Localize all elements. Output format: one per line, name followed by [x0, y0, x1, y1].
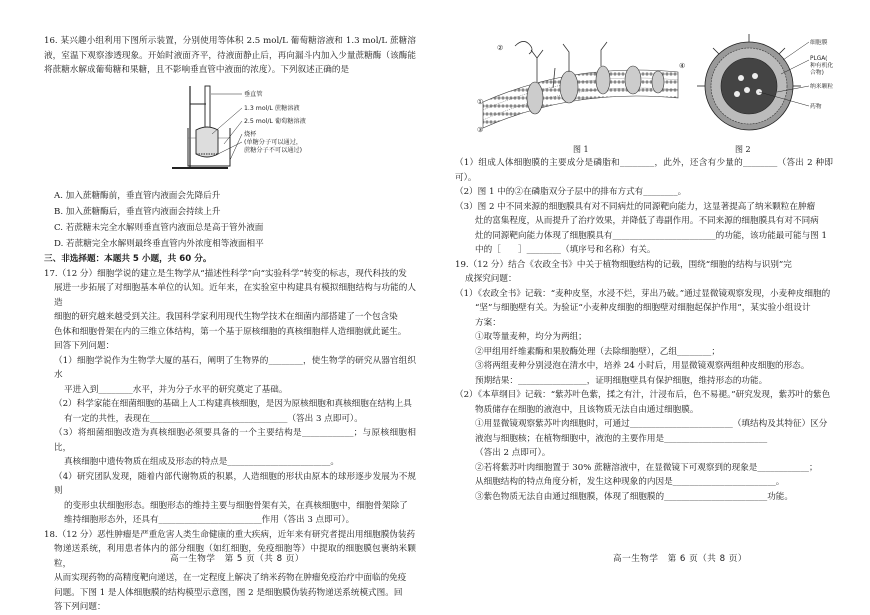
q17-line: 展进一步拓展了对细胞基本单位的认知。近年来，在实验室中构建具有模拟细胞结构与功能的人造 — [54, 283, 416, 308]
q18-line: 从而实现药物的高精度靶向递送，在一定程度上解决了纳米药物在肿瘤免疫治疗中面临的免疫 — [54, 573, 407, 583]
q18-line: （2）图 1 中的②在磷脂双分子层中的排布方式有________。 — [455, 187, 687, 197]
label-glucose: 2.5 mol/L 葡萄糖溶液 — [244, 118, 306, 125]
q17-line: 有一定的共性，表现在________________________________（答出 3 点即可）。 — [64, 413, 363, 424]
fig1-marker-1: ① — [477, 98, 484, 106]
q19-line: 19.（12 分）结合《农政全书》中关于植物细胞结构的记载，围绕“细胞的结构与识别”完 — [455, 259, 792, 270]
q17-line: 回答下列问题： — [54, 341, 115, 351]
left-page — [0, 0, 435, 612]
q17-line: （2）科学家能在细菌细胞的基础上人工构建真核细胞，是因为原核细胞和真核细胞在结构上具 — [54, 399, 412, 409]
q18-line: 中的［ ］________（填序号和名称）有关。 — [475, 245, 656, 255]
right-footer: 高一生物学 第 6 页（共 8 页） — [613, 554, 747, 564]
fig1-marker-2: ② — [497, 44, 504, 52]
fig1-marker-3: ③ — [477, 126, 484, 134]
q19-line: （2）《本草纲目》记载：“紫苏叶色紫，揉之有汁，汁浸布后，色不易褪。”研究发现，紫苏叶的紫色 — [455, 390, 831, 400]
q18-line: 问题。下图 1 是人体细胞膜的结构模型示意图，图 2 是细胞膜伪装药物递送系统模式图。回 — [54, 587, 403, 598]
label-beaker: 烧杯 — [244, 131, 257, 138]
label-sucrose: 1.3 mol/L 蔗糖溶液 — [244, 105, 300, 112]
fig2-label-membrane: 细胞膜 — [810, 40, 828, 46]
q17-line: 维持细胞形态外，还具有________________________作用（答出 3 点即可）。 — [64, 515, 355, 525]
q19-line: ①用显微镜观察紫苏叶肉细胞时，可通过________________________（填结构及其特征）区分 — [475, 419, 828, 429]
q19-line: ③将两组麦种分别浸泡在清水中，培养 24 小时后，用显微镜观察两组种皮细胞的形态。 — [475, 361, 810, 371]
q19-line: 从细胞结构的特点角度分析，发生这种现象的内因是________________________。 — [475, 477, 785, 487]
label-membrane-1: (单糖分子可以通过， — [244, 139, 303, 146]
q16-options — [44, 188, 416, 252]
q19-line: 液泡与细胞核；在植物细胞中，液泡的主要作用是________________________ — [475, 433, 768, 444]
q18-line: 18.（12 分）恶性肿瘤是严重危害人类生命健康的重大疾病，近年来有研究者提出用细胞膜伪装药 — [44, 529, 416, 540]
q19-line: ①取等量麦种，均分为两组； — [475, 332, 587, 342]
nanoparticle-figure — [697, 30, 847, 142]
q19-line: ③紫色物质无法自由通过细胞膜，体现了细胞膜的________________________功能。 — [475, 491, 793, 502]
q18-line: （3）图 2 中不同来源的细胞膜具有对不同病灶的同源靶向能力，这显著提高了纳米颗粒在肿瘤 — [455, 201, 816, 212]
q18-line: （1）组成人体细胞膜的主要成分是磷脂和________，此外，还含有少量的________（答出 2 种即可）。 — [455, 158, 833, 183]
q19-line: 预期结果：________________，证明细胞壁具有保护细胞，维持形态的功能。 — [475, 375, 768, 386]
q19-line: ②甲组用纤维素酶和果胶酶处理（去除细胞壁），乙组________； — [475, 346, 720, 357]
right-page — [435, 0, 870, 578]
q17-line: （3）将细菌细胞改造为真核细胞必须要具备的一个主要结构是____________；与原核细胞相比， — [54, 428, 416, 453]
q19-line: ②若将紫苏叶肉细胞置于 30% 蔗糖溶液中，在显微镜下可观察到的现象是____________； — [475, 462, 818, 473]
q16-option-b: B. 加入蔗糖酶后，垂直管内液面会持续上升 — [54, 206, 221, 217]
q19-line: 物质储存在细胞的液泡中，且该物质无法自由通过细胞膜。 — [475, 404, 699, 415]
q18-line: 灶的富集程度，从而提升了治疗效果，并降低了毒副作用。不同来源的细胞膜具有对不同病 — [475, 216, 819, 226]
fig2-label-plga-2: 种有机化 — [810, 63, 834, 69]
figure2-caption: 图 2 — [735, 145, 751, 154]
fig1-marker-4: ④ — [679, 62, 686, 70]
label-membrane-2: 蔗糖分子不可以通过) — [244, 147, 303, 154]
q19-line: （1）《农政全书》记载：“麦种皮坚，水浸不烂，芽出乃破。”通过显微镜观察发现，小麦种皮细胞的 — [455, 288, 831, 299]
q18-continued — [455, 156, 833, 258]
q19-line: 成探究问题： — [465, 274, 517, 284]
membrane-model-figure — [473, 32, 688, 144]
q17-line: 真核细胞中遗传物质在组成及形态的特点是________________________。 — [64, 457, 340, 467]
q16-option-c: C. 若蔗糖未完全水解则垂直管内液面总是高于管外液面 — [54, 222, 264, 233]
q18-line: 答下列问题： — [54, 602, 106, 612]
osmosis-apparatus-figure — [150, 84, 370, 172]
q18-line: 灶的同源靶向能力体现了细胞膜具有________________________的功能，该功能最可能与图 1 — [475, 230, 827, 241]
q16-option-a: A. 加入蔗糖酶前，垂直管内液面会先降后升 — [54, 190, 221, 201]
q17-line: （1）细胞学说作为生物学大厦的基石，阐明了生物界的________，使生物学的研究从器官组织水 — [54, 355, 416, 380]
q17-line: 17.（12 分）细胞学说的建立是生物学从“描述性科学”向“实验科学”转变的标志，现代科技的发 — [44, 268, 407, 279]
q17 — [44, 267, 416, 528]
q17-line: 的变形虫状细胞形态。细胞形态的维持主要与细胞骨架有关，在真核细胞中，细胞骨架除了 — [64, 500, 408, 511]
q18-line: 物递送系统，利用患者体内的部分细胞（如红细胞，免疫细胞等）中提取的细胞膜包裹纳米颗粒， — [54, 544, 416, 569]
q17-line: 平进入到________水平，并为分子水平的研究奠定了基础。 — [64, 384, 288, 395]
right-column — [455, 156, 833, 504]
q18 — [44, 528, 416, 615]
q19-line: “坚”与细胞壁有关。为验证“小麦种皮细胞的细胞壁对细胞起保护作用”，某实验小组设计 — [475, 303, 811, 313]
figure1-caption: 图 1 — [573, 145, 589, 154]
q16-stem: 16. 某兴趣小组利用下图所示装置，分别使用等体积 2.5 mol/L 葡萄糖溶液和 1.3 mol/L 蔗糖溶液，室温下观察渗透现象。开始时液面齐平，待液面静止后，再向漏斗内加入少量蔗糖酶（该酶能将蔗糖水解成葡萄糖和果糖，且不影响垂直管中液面的浓度）。下列叙述正确的是 — [44, 36, 416, 75]
fig2-label-nanoparticle: 纳米颗粒 — [810, 84, 834, 90]
label-vertical-tube: 垂直管 — [244, 91, 263, 98]
q17-line: 细胞的研究越来越受到关注。我国科学家利用现代生物学技术在细菌内部搭建了一个包含染 — [54, 312, 398, 322]
q17-line: （4）研究团队发现，随着内部代谢物质的积累，人造细胞的形状由原本的球形逐步发展为不规则 — [54, 471, 416, 496]
q19-line: （答出 2 点即可）。 — [475, 448, 551, 458]
q19-line: 方案： — [475, 317, 501, 328]
fig2-label-plga-1: PLGA( — [810, 56, 828, 62]
q19 — [455, 258, 833, 505]
section-heading: 三、非选择题：本题共 5 小题，共 60 分。 — [44, 253, 212, 264]
left-footer: 高一生物学 第 5 页（共 8 页） — [170, 554, 304, 564]
fig2-label-plga-3: 合物) — [810, 70, 824, 76]
fig2-label-drug: 药物 — [810, 104, 822, 110]
q16-option-d: D. 若蔗糖完全水解则最终垂直管内外浓度相等液面相平 — [54, 238, 264, 249]
q17-line: 色体和细胞骨架在内的三维立体结构，第一个基于原核细胞的真核细胞样人造细胞就此诞生。 — [54, 326, 407, 337]
